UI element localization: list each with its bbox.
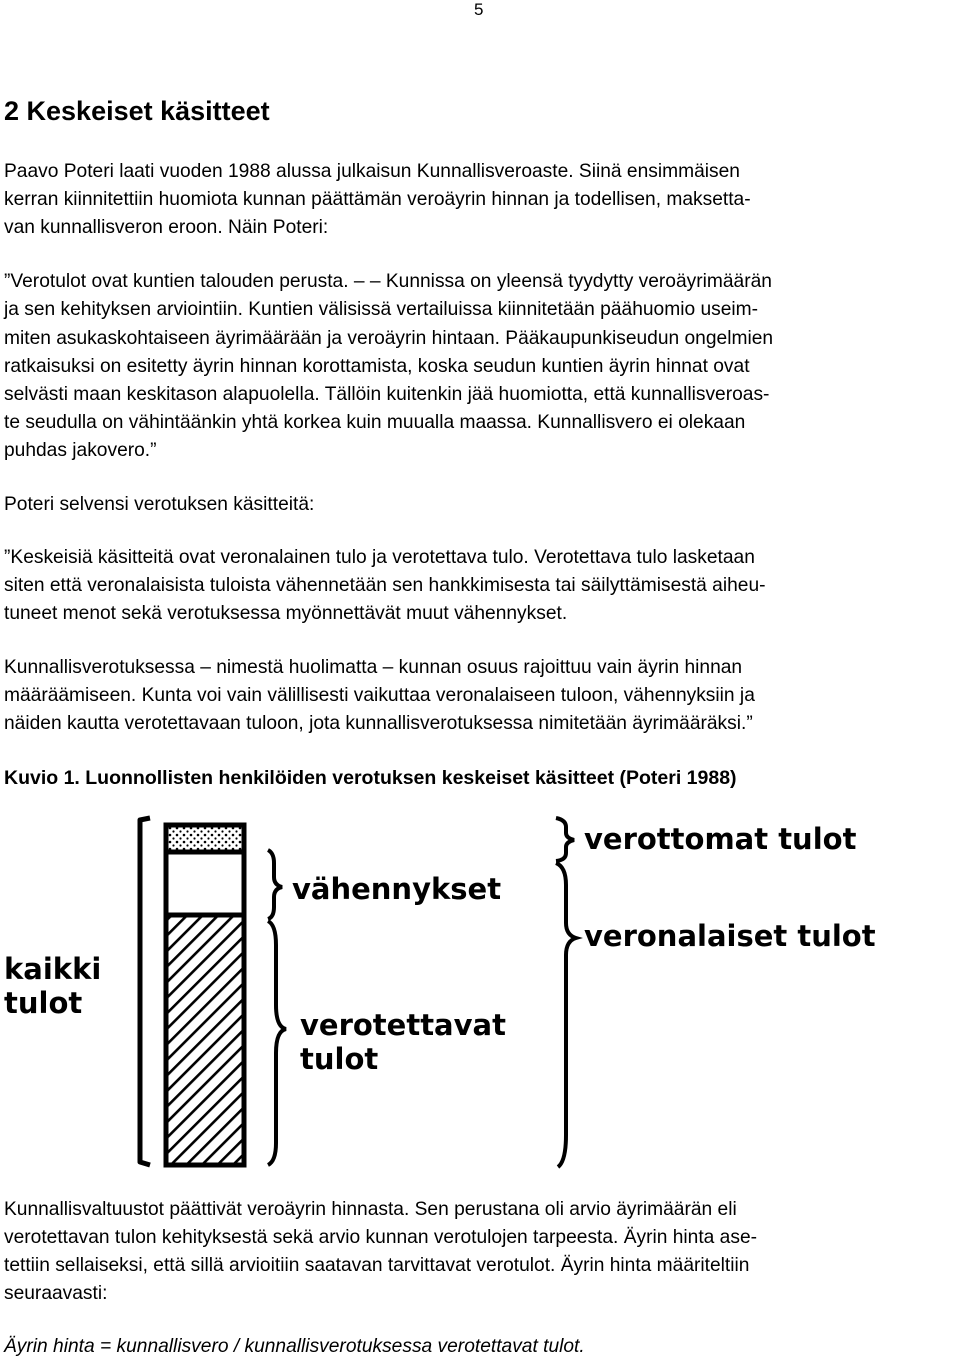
quote-line: Kunnallisverotuksessa – nimestä huolimatta – kunnan osuus rajoittuu vain äyrin hinnan (4, 657, 743, 678)
quote-line: siten että veronalaisista tuloista vähennetään sen hankkimisesta tai säilyttämisestä aiheu- (4, 575, 766, 596)
quote-line: miten asukaskohtaiseen äyrimäärään ja veroäyrin hintaan. Pääkaupunkiseudun ongelmien (4, 328, 774, 349)
body-line: seuraavasti: (4, 1283, 108, 1304)
quote-line: selvästi maan keskitason alapuolella. Tällöin kuitenkin jää huomiotta, että kunnallisveroas- (4, 384, 770, 405)
quote-line: näiden kautta verotettavaan tuloon, jota kunnallisverotuksessa nimitetään äyrimääräksi.” (4, 713, 753, 734)
all-income-label-1: kaikki (4, 952, 102, 986)
deductions-label: vähennykset (292, 872, 502, 906)
taxable-segment (166, 915, 244, 1165)
all-income-label-2: tulot (4, 986, 83, 1020)
taxable-label-2: tulot (300, 1042, 379, 1076)
body-line: verotettavan tulon kehityksestä sekä arvio kunnan verotulojen tarpeesta. Äyrin hinta ase- (4, 1227, 758, 1248)
taxable-brace (268, 921, 286, 1165)
formula-line: Äyrin hinta = kunnallisvero / kunnallisverotuksessa verotettavat tulot. (4, 1336, 585, 1357)
quote-line: ja sen kehityksen arviointiin. Kuntien välisissä vertailuissa kiinnitetään päähuomio useim- (4, 299, 759, 320)
quote-line: tuneet menot sekä verotuksessa myönnettävät muut vähennykset. (4, 603, 568, 624)
quote-line: puhdas jakovero.” (4, 440, 157, 461)
body-line: kerran kiinnitettiin huomiota kunnan päättämän veroäyrin hinnan ja todellisen, maksetta- (4, 189, 751, 210)
body-line: Paavo Poteri laati vuoden 1988 alussa julkaisun Kunnallisveroaste. Siinä ensimmäisen (4, 161, 740, 182)
quote-line: ”Keskeisiä käsitteitä ovat veronalainen tulo ja verotettava tulo. Verotettava tulo lasketaan (4, 547, 755, 568)
body-line: tettiin sellaiseksi, että sillä arvioitiin saatavan tarvittavat verotulot. Äyrin hinta määriteltiin (4, 1255, 750, 1276)
figure-caption: Kuvio 1. Luonnollisten henkilöiden verotuksen keskeiset käsitteet (Poteri 1988) (4, 767, 737, 789)
taxfree-brace (556, 818, 574, 861)
quote-line: määräämiseen. Kunta voi vain välillisesti vaikuttaa veronalaiseen tuloon, vähennyksiin ja (4, 685, 755, 706)
taxfree-label: verottomat tulot (584, 822, 857, 856)
body-line: Kunnallisvaltuustot päättivät veroäyrin hinnasta. Sen perustana oli arvio äyrimäärän eli (4, 1199, 737, 1220)
taxable-label-1: verotettavat (300, 1008, 506, 1042)
deductions-segment (166, 852, 244, 915)
quote-line: ”Verotulot ovat kuntien talouden perusta. – – Kunnissa on yleensä tyydytty veroäyrimäärän (4, 271, 772, 292)
income-concepts-figure (0, 805, 960, 1180)
income-column (166, 825, 244, 1165)
quote-line: ratkaisuksi on esitetty äyrin hinnan korottamista, koska seudun kuntien äyrin hinnat ovat (4, 356, 750, 377)
taxfree-segment (166, 825, 244, 852)
all-income-bracket (140, 818, 150, 1165)
section-heading: 2 Keskeiset käsitteet (4, 96, 270, 126)
body-line: Poteri selvensi verotuksen käsitteitä: (4, 494, 315, 515)
body-line: van kunnallisveron eroon. Näin Poteri: (4, 217, 329, 238)
subject-brace (556, 863, 576, 1167)
page-number: 5 (474, 0, 484, 19)
quote-line: te seudulla on vähintäänkin yhtä korkea kuin muualla maassa. Kunnallisvero ei olekaan (4, 412, 746, 433)
deductions-brace (268, 850, 282, 919)
subject-label: veronalaiset tulot (584, 919, 876, 953)
